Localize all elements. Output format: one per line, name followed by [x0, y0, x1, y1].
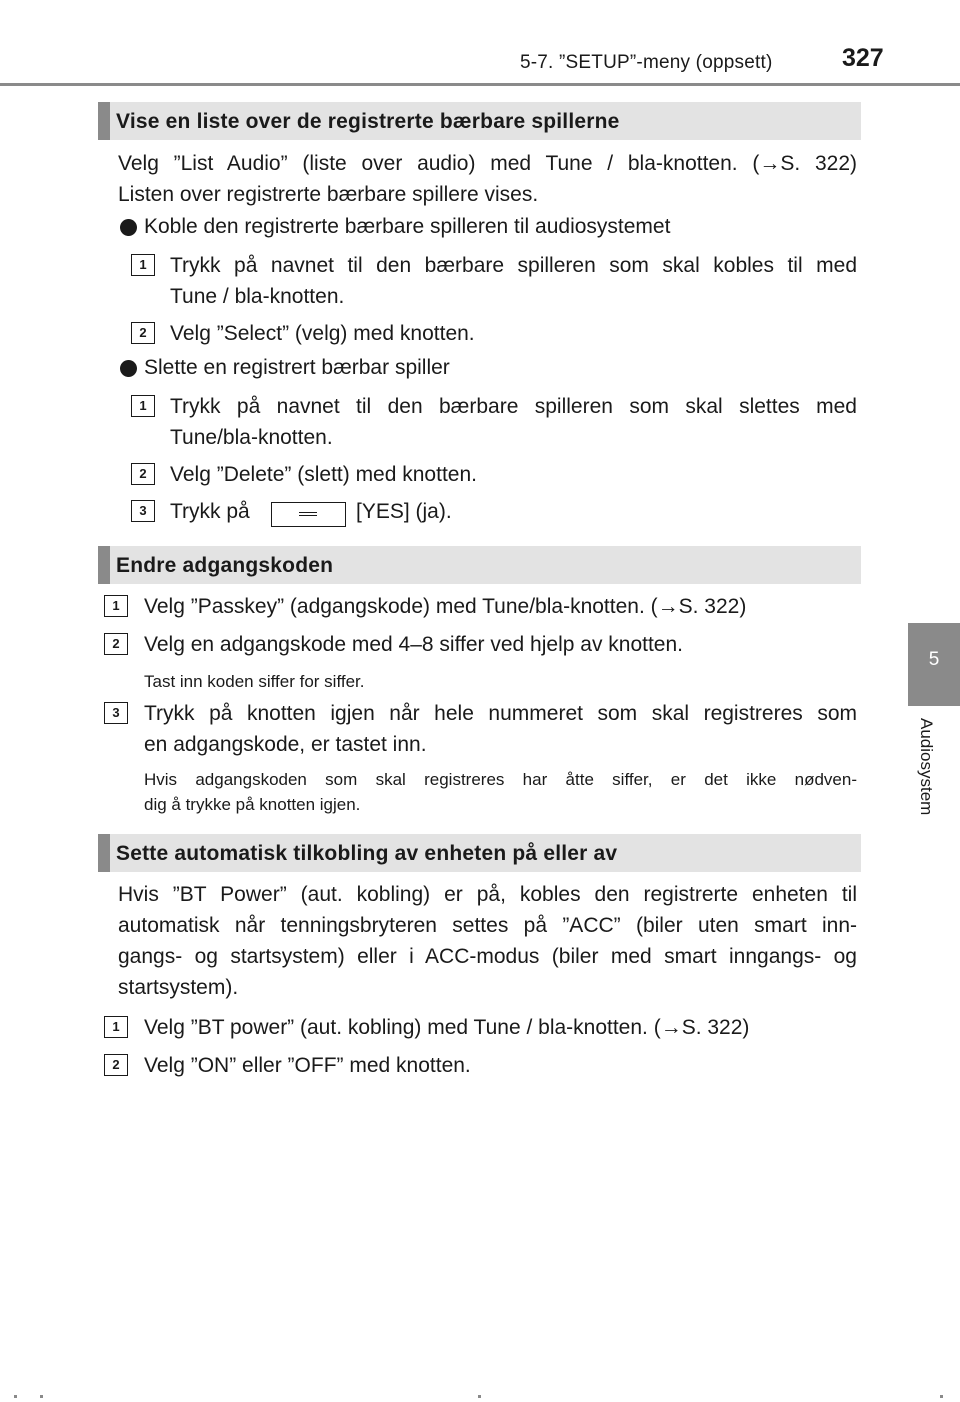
intro-line: automatisk når tenningsbryteren settes på ”ACC” (biler uten smart inn-	[118, 914, 857, 937]
section-heading-text: Endre adgangskoden	[116, 554, 334, 577]
section-heading-auto-connect	[98, 834, 861, 872]
step-text: Velg en adgangskode med 4–8 siffer ved hjelp av knotten.	[144, 633, 683, 656]
step-note: Tast inn koden siffer for siffer.	[144, 672, 365, 691]
step-number: 1	[131, 395, 155, 417]
chapter-number: 5	[928, 649, 940, 670]
step-text: Velg ”BT power” (aut. kobling) med Tune / bla-knotten. (→S. 322)	[144, 1016, 750, 1039]
crop-mark	[478, 1395, 481, 1398]
section-heading-text: Vise en liste over de registrerte bærbare spillerne	[116, 110, 620, 133]
step-number: 2	[131, 322, 155, 344]
step-number: 2	[104, 1054, 128, 1076]
step-text: Tune/bla-knotten.	[170, 426, 333, 449]
step-text: Velg ”Select” (velg) med knotten.	[170, 322, 475, 345]
step-number: 3	[131, 500, 155, 522]
bullet-text: Slette en registrert bærbar spiller	[144, 356, 450, 379]
step-number: 1	[131, 254, 155, 276]
step-text: en adgangskode, er tastet inn.	[144, 733, 427, 756]
bullet-text: Koble den registrerte bærbare spilleren til audiosystemet	[144, 215, 671, 238]
step-text: Velg ”Delete” (slett) med knotten.	[170, 463, 477, 486]
step-text: [YES] (ja).	[356, 500, 452, 523]
bullet-dot-icon	[120, 219, 137, 236]
step-number: 2	[104, 633, 128, 655]
intro-line: startsystem).	[118, 976, 239, 999]
step-note: dig å trykke på knotten igjen.	[144, 795, 361, 814]
intro-line: gangs- og startsystem) eller i ACC-modus (biler med smart inngangs- og	[118, 945, 857, 968]
chapter-tab	[908, 623, 960, 706]
page-header	[0, 0, 960, 86]
step-text: Trykk på navnet til den bærbare spilleren som skal slettes med	[170, 395, 857, 418]
chapter-label: Audiosystem	[917, 718, 936, 816]
section-heading-list-players	[98, 102, 861, 140]
crop-mark	[14, 1395, 17, 1398]
intro-line: Hvis ”BT Power” (aut. kobling) er på, kobles den registrerte enheten til	[118, 883, 857, 906]
step-text: Velg ”Passkey” (adgangskode) med Tune/bla-knotten. (→S. 322)	[144, 595, 747, 618]
crop-mark	[40, 1395, 43, 1398]
page-number: 327	[842, 44, 884, 72]
crop-mark	[940, 1395, 943, 1398]
step-text: Tune / bla-knotten.	[170, 285, 345, 308]
step-number: 1	[104, 1016, 128, 1038]
enter-key-icon	[271, 502, 346, 527]
chapter-label-container	[916, 718, 942, 838]
step-text: Trykk på	[170, 500, 250, 523]
intro-line: Listen over registrerte bærbare spillere vises.	[118, 183, 539, 206]
step-text: Trykk på navnet til den bærbare spilleren som skal kobles til med	[170, 254, 857, 277]
step-text: Velg ”ON” eller ”OFF” med knotten.	[144, 1054, 471, 1077]
step-note: Hvis adgangskoden som skal registreres har åtte siffer, er det ikke nødven-	[144, 770, 857, 789]
step-number: 1	[104, 595, 128, 617]
section-heading-change-passkey	[98, 546, 861, 584]
header-rule	[0, 83, 960, 86]
section-title: 5-7. ”SETUP”-meny (oppsett)	[520, 52, 773, 73]
bullet-dot-icon	[120, 360, 137, 377]
step-text: Trykk på knotten igjen når hele nummeret som skal registreres som	[144, 702, 857, 725]
section-heading-text: Sette automatisk tilkobling av enheten på eller av	[116, 842, 618, 865]
step-number: 3	[104, 702, 128, 724]
intro-line: Velg ”List Audio” (liste over audio) med Tune / bla-knotten. (→S. 322)	[118, 152, 857, 175]
step-number: 2	[131, 463, 155, 485]
